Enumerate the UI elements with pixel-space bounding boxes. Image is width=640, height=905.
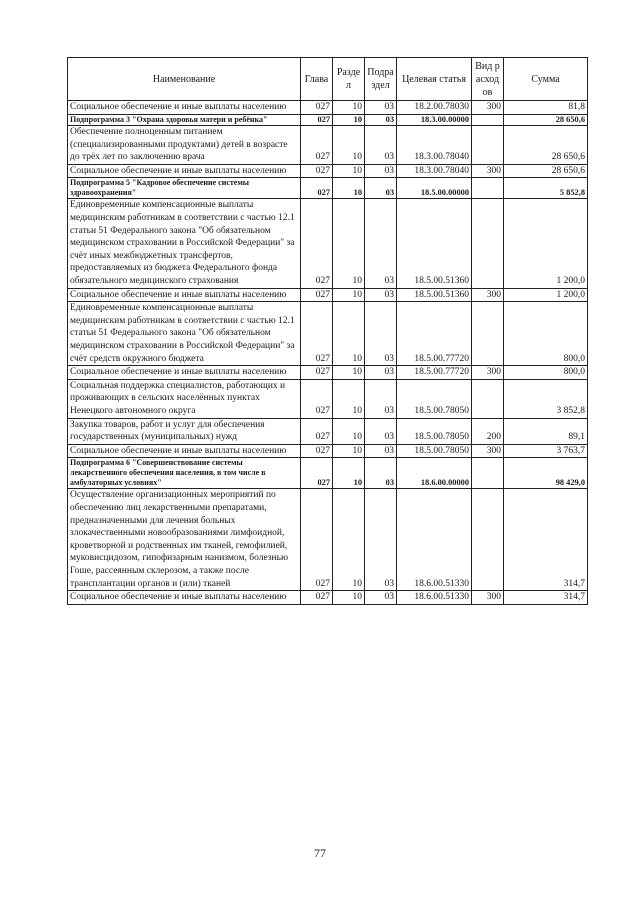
header-target: Целевая статья xyxy=(397,58,472,101)
budget-table xyxy=(67,57,588,605)
table-row xyxy=(68,164,588,178)
cell-sum: 1 200,0 xyxy=(504,288,588,302)
cell-name: Социальное обеспечение и иные выплаты населению xyxy=(68,591,301,605)
cell-chapter: 027 xyxy=(301,444,333,458)
cell-target: 18.6.00.00000 xyxy=(397,458,472,489)
cell-sum: 1 200,0 xyxy=(504,199,588,288)
cell-chapter: 027 xyxy=(301,489,333,591)
table-row xyxy=(68,444,588,458)
cell-name: Социальная поддержка специалистов, работающих и проживающих в сельских населённых пунктах Ненецкого автономного округа xyxy=(68,379,301,418)
table-row xyxy=(68,126,588,165)
cell-kind: 300 xyxy=(472,591,504,605)
cell-target: 18.5.00.77720 xyxy=(397,302,472,366)
cell-section: 10 xyxy=(333,302,365,366)
cell-subsection: 03 xyxy=(365,164,397,178)
header-subsection: Подраздел xyxy=(365,58,397,101)
cell-section: 10 xyxy=(333,114,365,126)
cell-kind xyxy=(472,126,504,165)
cell-section: 10 xyxy=(333,444,365,458)
cell-target: 18.3.00.78040 xyxy=(397,164,472,178)
cell-name: Социальное обеспечение и иные выплаты населению xyxy=(68,444,301,458)
cell-chapter: 027 xyxy=(301,418,333,444)
cell-target: 18.6.00.51330 xyxy=(397,591,472,605)
cell-kind: 200 xyxy=(472,418,504,444)
cell-subsection: 03 xyxy=(365,591,397,605)
table-row xyxy=(68,489,588,591)
cell-section: 10 xyxy=(333,366,365,380)
cell-sum: 81,8 xyxy=(504,101,588,115)
cell-name: Обеспечение полноценным питанием (специализированными продуктами) детей в возрасте до трёх лет по заключению врача xyxy=(68,126,301,165)
cell-name: Социальное обеспечение и иные выплаты населению xyxy=(68,288,301,302)
table-row xyxy=(68,178,588,199)
header-name: Наименование xyxy=(68,58,301,101)
cell-sum: 98 429,0 xyxy=(504,458,588,489)
cell-section: 10 xyxy=(333,101,365,115)
header-kind: Вид расходов xyxy=(472,58,504,101)
table-row xyxy=(68,591,588,605)
cell-chapter: 027 xyxy=(301,591,333,605)
cell-target: 18.5.00.78050 xyxy=(397,444,472,458)
cell-kind: 300 xyxy=(472,164,504,178)
table-body xyxy=(68,101,588,605)
cell-name: Единовременные компенсационные выплаты медицинским работникам в соответствии с частью 12.1 статьи 51 Федерального закона "Об обязательном медицинском страховании в Российской Федерации" за счёт иных межбюджетных трансфертов, предоставляемых из бюджета Федерального фонда обязательного медицинского страхования xyxy=(68,199,301,288)
table-header-row xyxy=(68,58,588,101)
cell-sum: 3 852,8 xyxy=(504,379,588,418)
cell-name: Единовременные компенсационные выплаты медицинским работникам в соответствии с частью 12.1 статьи 51 Федерального закона "Об обязательном медицинском страховании в Российской Федерации" за счёт средств окружного бюджета xyxy=(68,302,301,366)
cell-kind xyxy=(472,199,504,288)
cell-sum: 800,0 xyxy=(504,366,588,380)
cell-section: 10 xyxy=(333,591,365,605)
table-row xyxy=(68,458,588,489)
cell-subsection: 03 xyxy=(365,101,397,115)
cell-section: 10 xyxy=(333,379,365,418)
cell-target: 18.3.00.00000 xyxy=(397,114,472,126)
cell-name: Осуществление организационных мероприятий по обеспечению лиц лекарственными препаратами, предназначенными для лечения больных злокачественными новообразованиями лимфоидной, кроветворной и родственных им тканей, гемофилией, муковисцидозом, гипофизарным нанизмом, болезнью Гоше, рассеянным склерозом, а также после трансплантации органов и (или) тканей xyxy=(68,489,301,591)
cell-kind: 300 xyxy=(472,444,504,458)
cell-kind: 300 xyxy=(472,288,504,302)
cell-subsection: 03 xyxy=(365,178,397,199)
table-row xyxy=(68,101,588,115)
table-row xyxy=(68,114,588,126)
cell-sum: 314,7 xyxy=(504,489,588,591)
cell-name: Социальное обеспечение и иные выплаты населению xyxy=(68,164,301,178)
cell-chapter: 027 xyxy=(301,126,333,165)
cell-kind: 300 xyxy=(472,366,504,380)
cell-section: 10 xyxy=(333,178,365,199)
cell-target: 18.5.00.51360 xyxy=(397,288,472,302)
cell-name: Подпрограмма 5 "Кадровое обеспечение системы здравоохранения" xyxy=(68,178,301,199)
table-row xyxy=(68,418,588,444)
cell-subsection: 03 xyxy=(365,126,397,165)
cell-target: 18.2.00.78030 xyxy=(397,101,472,115)
cell-target: 18.5.00.78050 xyxy=(397,418,472,444)
cell-section: 10 xyxy=(333,458,365,489)
cell-subsection: 03 xyxy=(365,379,397,418)
cell-sum: 3 763,7 xyxy=(504,444,588,458)
cell-subsection: 03 xyxy=(365,418,397,444)
header-chapter: Глава xyxy=(301,58,333,101)
cell-section: 10 xyxy=(333,288,365,302)
header-section: Раздел xyxy=(333,58,365,101)
cell-section: 10 xyxy=(333,418,365,444)
cell-subsection: 03 xyxy=(365,288,397,302)
header-sum: Сумма xyxy=(504,58,588,101)
cell-name: Подпрограмма 6 "Совершенствование системы лекарственного обеспечения населения, в том числе в амбулаторных условиях" xyxy=(68,458,301,489)
table-row xyxy=(68,379,588,418)
cell-sum: 89,1 xyxy=(504,418,588,444)
cell-chapter: 027 xyxy=(301,114,333,126)
cell-section: 10 xyxy=(333,489,365,591)
cell-kind xyxy=(472,379,504,418)
cell-kind xyxy=(472,178,504,199)
cell-kind xyxy=(472,302,504,366)
table-row xyxy=(68,366,588,380)
cell-sum: 800,0 xyxy=(504,302,588,366)
cell-sum: 5 852,8 xyxy=(504,178,588,199)
cell-subsection: 03 xyxy=(365,302,397,366)
cell-chapter: 027 xyxy=(301,379,333,418)
cell-subsection: 03 xyxy=(365,199,397,288)
cell-name: Закупка товаров, работ и услуг для обеспечения государственных (муниципальных) нужд xyxy=(68,418,301,444)
cell-target: 18.5.00.77720 xyxy=(397,366,472,380)
cell-target: 18.5.00.51360 xyxy=(397,199,472,288)
cell-chapter: 027 xyxy=(301,199,333,288)
cell-chapter: 027 xyxy=(301,366,333,380)
cell-chapter: 027 xyxy=(301,101,333,115)
cell-subsection: 03 xyxy=(365,458,397,489)
cell-kind xyxy=(472,114,504,126)
cell-sum: 28 650,6 xyxy=(504,126,588,165)
table-row xyxy=(68,288,588,302)
cell-section: 10 xyxy=(333,126,365,165)
table-row xyxy=(68,199,588,288)
cell-subsection: 03 xyxy=(365,489,397,591)
cell-kind xyxy=(472,458,504,489)
cell-kind xyxy=(472,489,504,591)
cell-sum: 28 650,6 xyxy=(504,114,588,126)
cell-chapter: 027 xyxy=(301,178,333,199)
cell-name: Подпрограмма 3 "Охрана здоровья матери и ребёнка" xyxy=(68,114,301,126)
cell-section: 10 xyxy=(333,199,365,288)
page-number: 77 xyxy=(314,846,326,860)
cell-target: 18.6.00.51330 xyxy=(397,489,472,591)
cell-name: Социальное обеспечение и иные выплаты населению xyxy=(68,101,301,115)
cell-chapter: 027 xyxy=(301,458,333,489)
cell-sum: 314,7 xyxy=(504,591,588,605)
cell-name: Социальное обеспечение и иные выплаты населению xyxy=(68,366,301,380)
cell-chapter: 027 xyxy=(301,164,333,178)
table-row xyxy=(68,302,588,366)
cell-target: 18.5.00.00000 xyxy=(397,178,472,199)
cell-target: 18.5.00.78050 xyxy=(397,379,472,418)
cell-section: 10 xyxy=(333,164,365,178)
cell-chapter: 027 xyxy=(301,302,333,366)
cell-target: 18.3.00.78040 xyxy=(397,126,472,165)
cell-sum: 28 650,6 xyxy=(504,164,588,178)
cell-subsection: 03 xyxy=(365,444,397,458)
cell-chapter: 027 xyxy=(301,288,333,302)
cell-kind: 300 xyxy=(472,101,504,115)
cell-subsection: 03 xyxy=(365,366,397,380)
cell-subsection: 03 xyxy=(365,114,397,126)
